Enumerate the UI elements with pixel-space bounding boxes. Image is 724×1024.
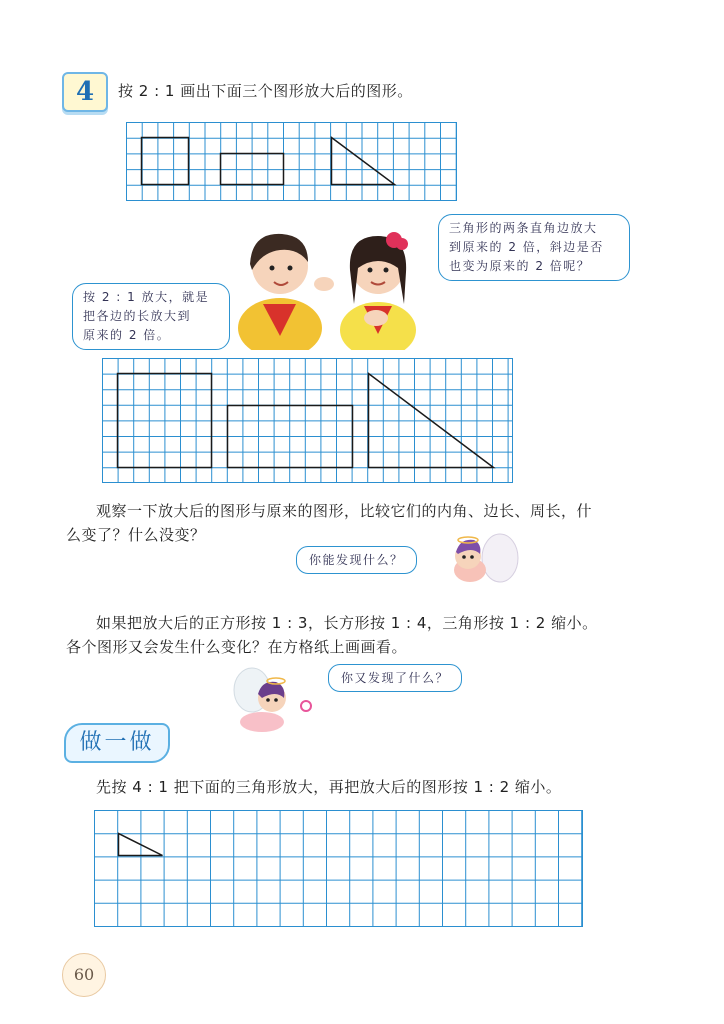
example-number: 4 [75, 77, 95, 107]
angel-bubble-2-text: 你又发现了什么？ [341, 671, 450, 685]
girl-illustration [340, 232, 416, 350]
exercise-heading [64, 723, 170, 763]
exercise-title: 做一做 [79, 730, 155, 755]
exercise-grid [94, 810, 584, 928]
boy-bubble-line-3: 原来的 2 倍。 [83, 328, 171, 342]
boy-bubble-line-1: 按 2 : 1 放大，就是 [83, 290, 210, 304]
observe-line-2: 么变了？什么没变？ [66, 526, 206, 544]
boy-illustration [238, 234, 334, 350]
angel-bubble-1-text: 你能发现什么？ [309, 553, 404, 567]
angel-illustration-2 [222, 664, 318, 740]
girl-bubble-line-2: 到原来的 2 倍，斜边是否 [449, 240, 604, 254]
girl-bubble-line-3: 也变为原来的 2 倍呢？ [449, 259, 591, 273]
page-number: 60 [73, 965, 95, 984]
angel-illustration [446, 530, 522, 596]
angel-speech-bubble-1 [296, 546, 417, 574]
boy-bubble-line-2: 把各边的长放大到 [83, 309, 192, 323]
children-illustration [228, 218, 428, 350]
girl-speech-bubble [438, 214, 630, 281]
original-triangle [332, 138, 395, 185]
shrink-line-1: 如果把放大后的正方形按 1 : 3，长方形按 1 : 4，三角形按 1 : 2 缩小。 [96, 614, 598, 632]
shrink-line-2: 各个图形又会发生什么变化？在方格纸上画画看。 [66, 638, 408, 656]
example-instruction: 按 2 : 1 画出下面三个图形放大后的图形。 [118, 82, 413, 100]
boy-speech-bubble [72, 283, 230, 350]
original-shapes-grid [126, 122, 458, 202]
exercise-instruction: 先按 4 : 1 把下面的三角形放大，再把放大后的图形按 1 : 2 缩小。 [96, 778, 562, 796]
enlarged-shapes-grid [102, 358, 514, 484]
observe-line-1: 观察一下放大后的图形与原来的图形，比较它们的内角、边长、周长，什 [96, 502, 593, 520]
angel-speech-bubble-2 [328, 664, 462, 692]
girl-bubble-line-1: 三角形的两条直角边放大 [449, 221, 598, 235]
original-square [142, 138, 189, 185]
page-number-badge [62, 953, 106, 997]
example-number-badge [62, 72, 108, 112]
